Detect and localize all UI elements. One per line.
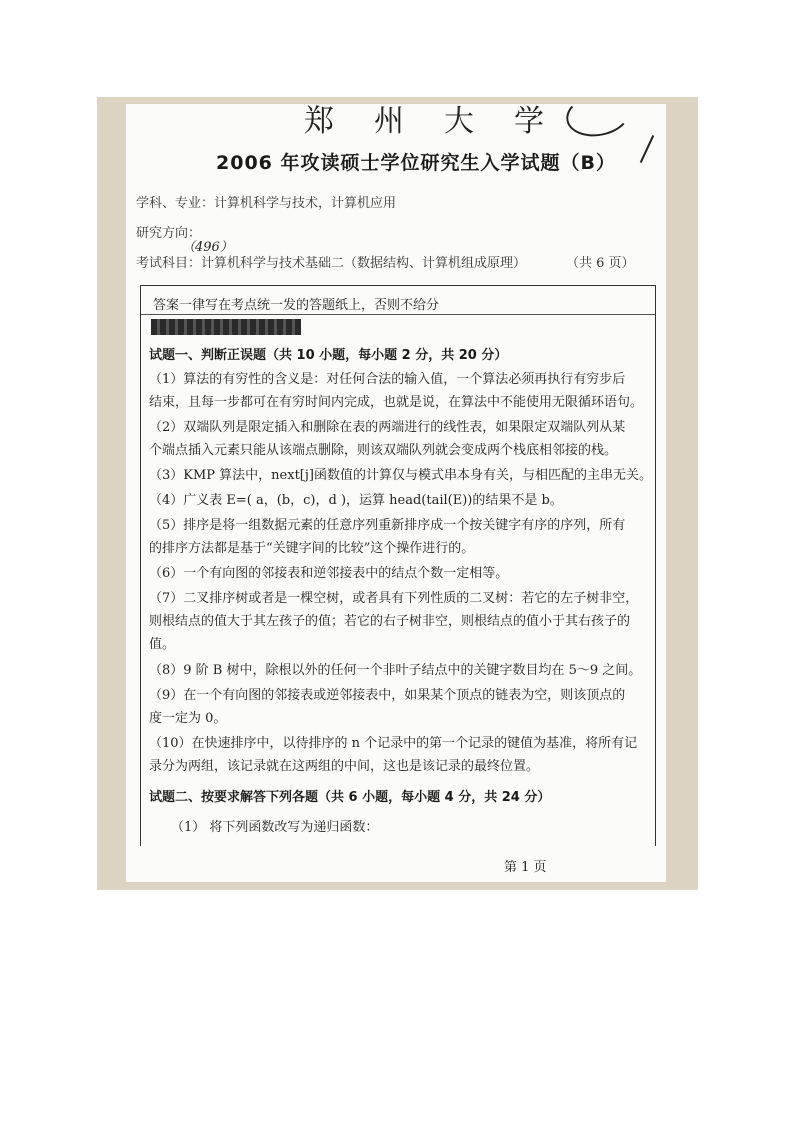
q-line: （8）9 阶 B 树中，除根以外的任何一个非叶子结点中的关键字数目均在 5～9 之间。 xyxy=(149,663,642,678)
q-line: （7）二叉排序树或者是一棵空树，或者具有下列性质的二叉树：若它的左子树非空， xyxy=(149,591,639,606)
q-line: 度一定为 0。 xyxy=(149,711,227,726)
q-line: （4）广义表 E=( a，(b，c)，d )，运算 head(tail(E))的结果不是 b。 xyxy=(149,493,563,508)
exam-title: 2006 年攻读硕士学位研究生入学试题（B） xyxy=(216,152,616,174)
q-line: 的排序方法都是基于“关键字间的比较”这个操作进行的。 xyxy=(149,541,475,556)
page-count: （共 6 页） xyxy=(566,256,635,271)
q-line: 结束，且每一步都可在有穷时间内完成，也就是说，在算法中不能使用无限循环语句。 xyxy=(149,395,644,410)
question-box xyxy=(140,285,656,846)
q-line: 值。 xyxy=(149,637,176,652)
university-name: 郑州大学 xyxy=(304,104,584,139)
q-line: （1）算法的有穷性的含义是：对任何合法的输入值，一个算法必须再执行有穷步后 xyxy=(149,372,626,387)
direction-line: 研究方向： xyxy=(136,226,202,241)
page-number: 第 1 页 xyxy=(504,860,547,875)
section2-title: 试题二、按要求解答下列各题（共 6 小题，每小题 4 分，共 24 分） xyxy=(149,790,551,805)
q-line: （9）在一个有向图的邻接表或逆邻接表中，如果某个顶点的链表为空，则该顶点的 xyxy=(149,688,626,703)
q-line: （10）在快速排序中，以待排序的 n 个记录中的第一个记录的键值为基准，将所有记 xyxy=(149,736,638,751)
redacted-block xyxy=(151,319,301,335)
section2-q1: （1） 将下列函数改写为递归函数： xyxy=(171,820,379,835)
q-line: （3）KMP 算法中，next[j]函数值的计算仅与模式串本身有关，与相匹配的主串无关。 xyxy=(149,468,652,483)
exam-page xyxy=(126,104,666,882)
subject-code: （496） xyxy=(182,240,233,255)
major-line: 学科、专业：计算机科学与技术，计算机应用 xyxy=(136,196,397,211)
q-line: （6）一个有向图的邻接表和逆邻接表中的结点个数一定相等。 xyxy=(149,566,509,581)
section1-title: 试题一、判断正误题（共 10 小题，每小题 2 分，共 20 分） xyxy=(149,348,508,363)
q-line: 录分为两组，该记录就在这两组的中间，这也是该记录的最终位置。 xyxy=(149,759,540,774)
q-line: （2）双端队列是限定插入和删除在表的两端进行的线性表，如果限定双端队列从某 xyxy=(149,420,626,435)
q-line: （5）排序是将一组数据元素的任意序列重新排序成一个按关键字有序的序列，所有 xyxy=(149,518,626,533)
handwritten-slash-mark xyxy=(640,135,654,163)
q-line: 则根结点的值大于其左孩子的值；若它的右子树非空，则根结点的值小于其右孩子的 xyxy=(149,614,631,629)
q-line: 个端点插入元素只能从该端点删除，则该双端队列就会变成两个栈底相邻接的栈。 xyxy=(149,443,618,458)
notice-divider xyxy=(141,314,655,315)
answer-notice: 答案一律写在考点统一发的答题纸上，否则不给分 xyxy=(153,298,440,313)
subject-line: 考试科目：计算机科学与技术基础二（数据结构、计算机组成原理） xyxy=(136,256,527,271)
